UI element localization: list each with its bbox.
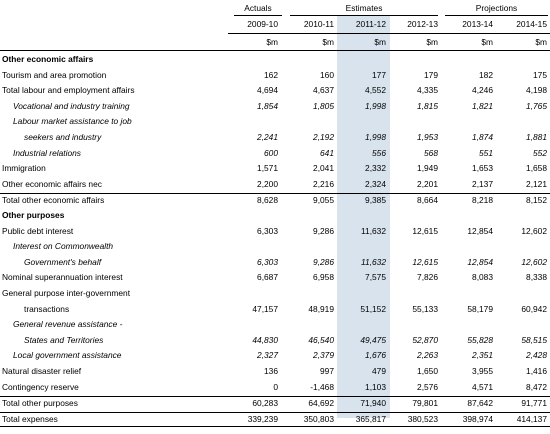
- row-value: 4,335: [417, 85, 438, 96]
- row-value: 6,303: [257, 256, 278, 267]
- row-value: 2,428: [526, 350, 547, 361]
- row-value: 2,576: [417, 381, 438, 392]
- row-value: 55,828: [467, 334, 493, 345]
- table-row: [0, 271, 550, 284]
- table-row: [0, 287, 550, 300]
- row-value: 160: [320, 69, 334, 80]
- row-label: Total labour and employment affairs: [2, 85, 135, 96]
- row-value: 2,201: [417, 178, 438, 189]
- row-value: 551: [479, 147, 493, 158]
- row-value: 4,552: [365, 85, 386, 96]
- row-label: Nominal superannuation interest: [2, 272, 123, 283]
- row-value: 91,771: [521, 398, 547, 409]
- row-value: 2,379: [313, 350, 334, 361]
- row-value: 182: [479, 69, 493, 80]
- row-label: Public debt interest: [2, 225, 74, 236]
- row-label: Contingency reserve: [2, 381, 79, 392]
- row-label: Immigration: [2, 163, 46, 174]
- row-value: 4,571: [472, 381, 493, 392]
- row-value: 8,083: [472, 272, 493, 283]
- table-row: [0, 349, 550, 362]
- row-value: 365,817: [355, 413, 386, 424]
- row-value: 600: [264, 147, 278, 158]
- row-label: transactions: [24, 303, 70, 314]
- row-value: 1,103: [365, 381, 386, 392]
- row-value: 1,571: [257, 163, 278, 174]
- table-row: [0, 131, 550, 144]
- table-row: [0, 225, 550, 238]
- row-value: 2,324: [365, 178, 386, 189]
- row-value: 44,830: [252, 334, 278, 345]
- row-value: 136: [264, 366, 278, 376]
- header-unit: $m: [374, 37, 386, 47]
- row-label: Tourism and area promotion: [2, 69, 107, 80]
- row-label: Vocational and industry training: [13, 100, 130, 111]
- header-rule: [0, 50, 550, 51]
- header-group-estimates: Estimates: [290, 2, 438, 16]
- table-row: [0, 396, 550, 410]
- row-label: General revenue assistance -: [13, 319, 123, 330]
- row-value: 49,475: [360, 334, 386, 345]
- row-value: 1,953: [417, 132, 438, 142]
- row-value: 48,919: [308, 303, 334, 314]
- row-value: 1,874: [472, 132, 493, 142]
- row-label: seekers and industry: [24, 132, 102, 142]
- row-value: 1,416: [526, 366, 547, 376]
- row-value: 58,515: [521, 334, 547, 345]
- row-value: 12,615: [412, 256, 438, 267]
- row-value: 175: [533, 69, 547, 80]
- row-value: 12,854: [467, 256, 493, 267]
- row-value: 479: [372, 366, 386, 376]
- row-value: 11,632: [361, 256, 386, 267]
- header-year: 2011-12: [355, 19, 386, 29]
- header-year: 2010-11: [303, 19, 334, 29]
- row-value: 8,628: [257, 195, 278, 206]
- row-value: 6,303: [257, 225, 278, 236]
- row-value: 1,658: [526, 163, 547, 174]
- row-value: 7,826: [417, 272, 438, 283]
- row-value: 12,602: [521, 256, 547, 267]
- row-value: 1,653: [472, 163, 493, 174]
- header-group-actuals: Actuals: [234, 2, 282, 16]
- row-value: 12,602: [521, 225, 547, 236]
- header-unit: $m: [426, 37, 438, 47]
- row-value: 7,575: [365, 272, 386, 283]
- table-row: [0, 100, 550, 113]
- row-value: 9,385: [365, 195, 386, 206]
- row-label: Total other purposes: [2, 398, 78, 409]
- row-value: 51,152: [360, 303, 386, 314]
- row-value: 60,283: [252, 398, 278, 409]
- row-label: Natural disaster relief: [2, 366, 82, 376]
- row-value: 2,332: [365, 163, 386, 174]
- row-value: 1,650: [417, 366, 438, 376]
- header-group-projections: Projections: [445, 2, 548, 16]
- row-value: 60,942: [521, 303, 547, 314]
- row-value: 0: [273, 381, 278, 392]
- row-value: 52,870: [412, 334, 438, 345]
- header-unit: $m: [535, 37, 547, 47]
- row-value: 2,263: [417, 350, 438, 361]
- table-row: [0, 381, 550, 394]
- row-label: States and Territories: [24, 334, 104, 345]
- row-value: 8,338: [526, 272, 547, 283]
- row-value: 64,692: [308, 398, 334, 409]
- row-value: 556: [372, 147, 386, 158]
- row-value: 4,637: [313, 85, 334, 96]
- row-label: Other purposes: [2, 210, 65, 220]
- row-value: 6,687: [257, 272, 278, 283]
- row-value: 2,041: [313, 163, 334, 174]
- table-row: [0, 193, 550, 207]
- table-row: [0, 162, 550, 175]
- row-value: 3,955: [472, 366, 493, 376]
- row-value: 4,246: [472, 85, 493, 96]
- row-value: 179: [424, 69, 438, 80]
- row-value: 2,216: [313, 178, 334, 189]
- row-value: 58,179: [467, 303, 493, 314]
- row-value: 4,694: [257, 85, 278, 96]
- row-value: 1,821: [472, 100, 493, 111]
- table-row: [0, 303, 550, 316]
- row-label: Total expenses: [2, 413, 58, 424]
- row-value: 1,805: [313, 100, 334, 111]
- row-value: 552: [533, 147, 547, 158]
- row-label: Government's behalf: [24, 256, 102, 267]
- row-value: 2,137: [472, 178, 493, 189]
- row-value: 2,327: [257, 350, 278, 361]
- row-value: 9,055: [313, 195, 334, 206]
- row-value: 2,351: [472, 350, 493, 361]
- row-value: 87,642: [467, 398, 493, 409]
- row-value: 568: [424, 147, 438, 158]
- row-label: Industrial relations: [13, 147, 81, 158]
- row-value: 1,854: [257, 100, 278, 111]
- row-value: -1,468: [310, 381, 334, 392]
- table-row: [0, 69, 550, 82]
- table-row: [0, 256, 550, 269]
- row-value: 8,472: [526, 381, 547, 392]
- row-value: 350,803: [303, 413, 334, 424]
- row-value: 12,615: [412, 225, 438, 236]
- row-value: 71,940: [360, 398, 386, 409]
- header-year: 2014-15: [516, 19, 547, 29]
- table-row: [0, 209, 550, 222]
- table-row: [0, 84, 550, 97]
- table-row: [0, 178, 550, 191]
- row-value: 4,198: [526, 85, 547, 96]
- row-label: Other economic affairs: [2, 54, 94, 64]
- row-value: 1,881: [526, 132, 547, 142]
- table-row: [0, 147, 550, 160]
- row-value: 1,676: [365, 350, 386, 361]
- header-year: 2013-14: [462, 19, 493, 29]
- row-value: 9,286: [313, 225, 334, 236]
- row-value: 1,949: [417, 163, 438, 174]
- row-value: 177: [372, 69, 386, 80]
- row-label: Labour market assistance to job: [13, 116, 132, 127]
- row-value: 55,133: [412, 303, 438, 314]
- table-row: [0, 365, 550, 378]
- table-row: [0, 412, 550, 427]
- row-value: 414,137: [516, 413, 547, 424]
- row-value: 1,998: [365, 132, 386, 142]
- row-value: 997: [320, 366, 334, 376]
- row-value: 8,218: [472, 195, 493, 206]
- table-row: [0, 240, 550, 253]
- row-value: 1,765: [526, 100, 547, 111]
- header-year-rule: [228, 33, 550, 34]
- row-label: Total other economic affairs: [2, 195, 105, 206]
- row-value: 11,632: [361, 225, 386, 236]
- row-value: 47,157: [252, 303, 278, 314]
- row-value: 641: [320, 147, 334, 158]
- row-value: 2,121: [526, 178, 547, 189]
- row-label: General purpose inter-government: [2, 288, 131, 298]
- row-value: 162: [264, 69, 278, 80]
- header-unit: $m: [481, 37, 493, 47]
- row-value: 2,192: [313, 132, 334, 142]
- row-label: Local government assistance: [13, 350, 122, 361]
- row-value: 12,854: [467, 225, 493, 236]
- table-row: [0, 53, 550, 66]
- row-label: Interest on Commonwealth: [13, 241, 114, 252]
- table-row: [0, 318, 550, 331]
- row-value: 9,286: [313, 256, 334, 267]
- row-value: 1,815: [417, 100, 438, 111]
- row-value: 8,664: [417, 195, 438, 206]
- row-value: 46,540: [308, 334, 334, 345]
- row-value: 6,958: [313, 272, 334, 283]
- row-value: 8,152: [526, 195, 547, 206]
- row-value: 1,998: [365, 100, 386, 111]
- row-value: 339,239: [247, 413, 278, 424]
- row-value: 380,523: [407, 413, 438, 424]
- row-value: 79,801: [412, 398, 438, 409]
- header-year: 2012-13: [407, 19, 438, 29]
- header-unit: $m: [266, 37, 278, 47]
- table-row: [0, 115, 550, 128]
- row-value: 398,974: [462, 413, 493, 424]
- header-unit: $m: [322, 37, 334, 47]
- header-year: 2009-10: [247, 19, 278, 29]
- table-row: [0, 334, 550, 347]
- row-label: Other economic affairs nec: [2, 178, 102, 189]
- row-value: 2,200: [257, 178, 278, 189]
- row-value: 2,241: [257, 132, 278, 142]
